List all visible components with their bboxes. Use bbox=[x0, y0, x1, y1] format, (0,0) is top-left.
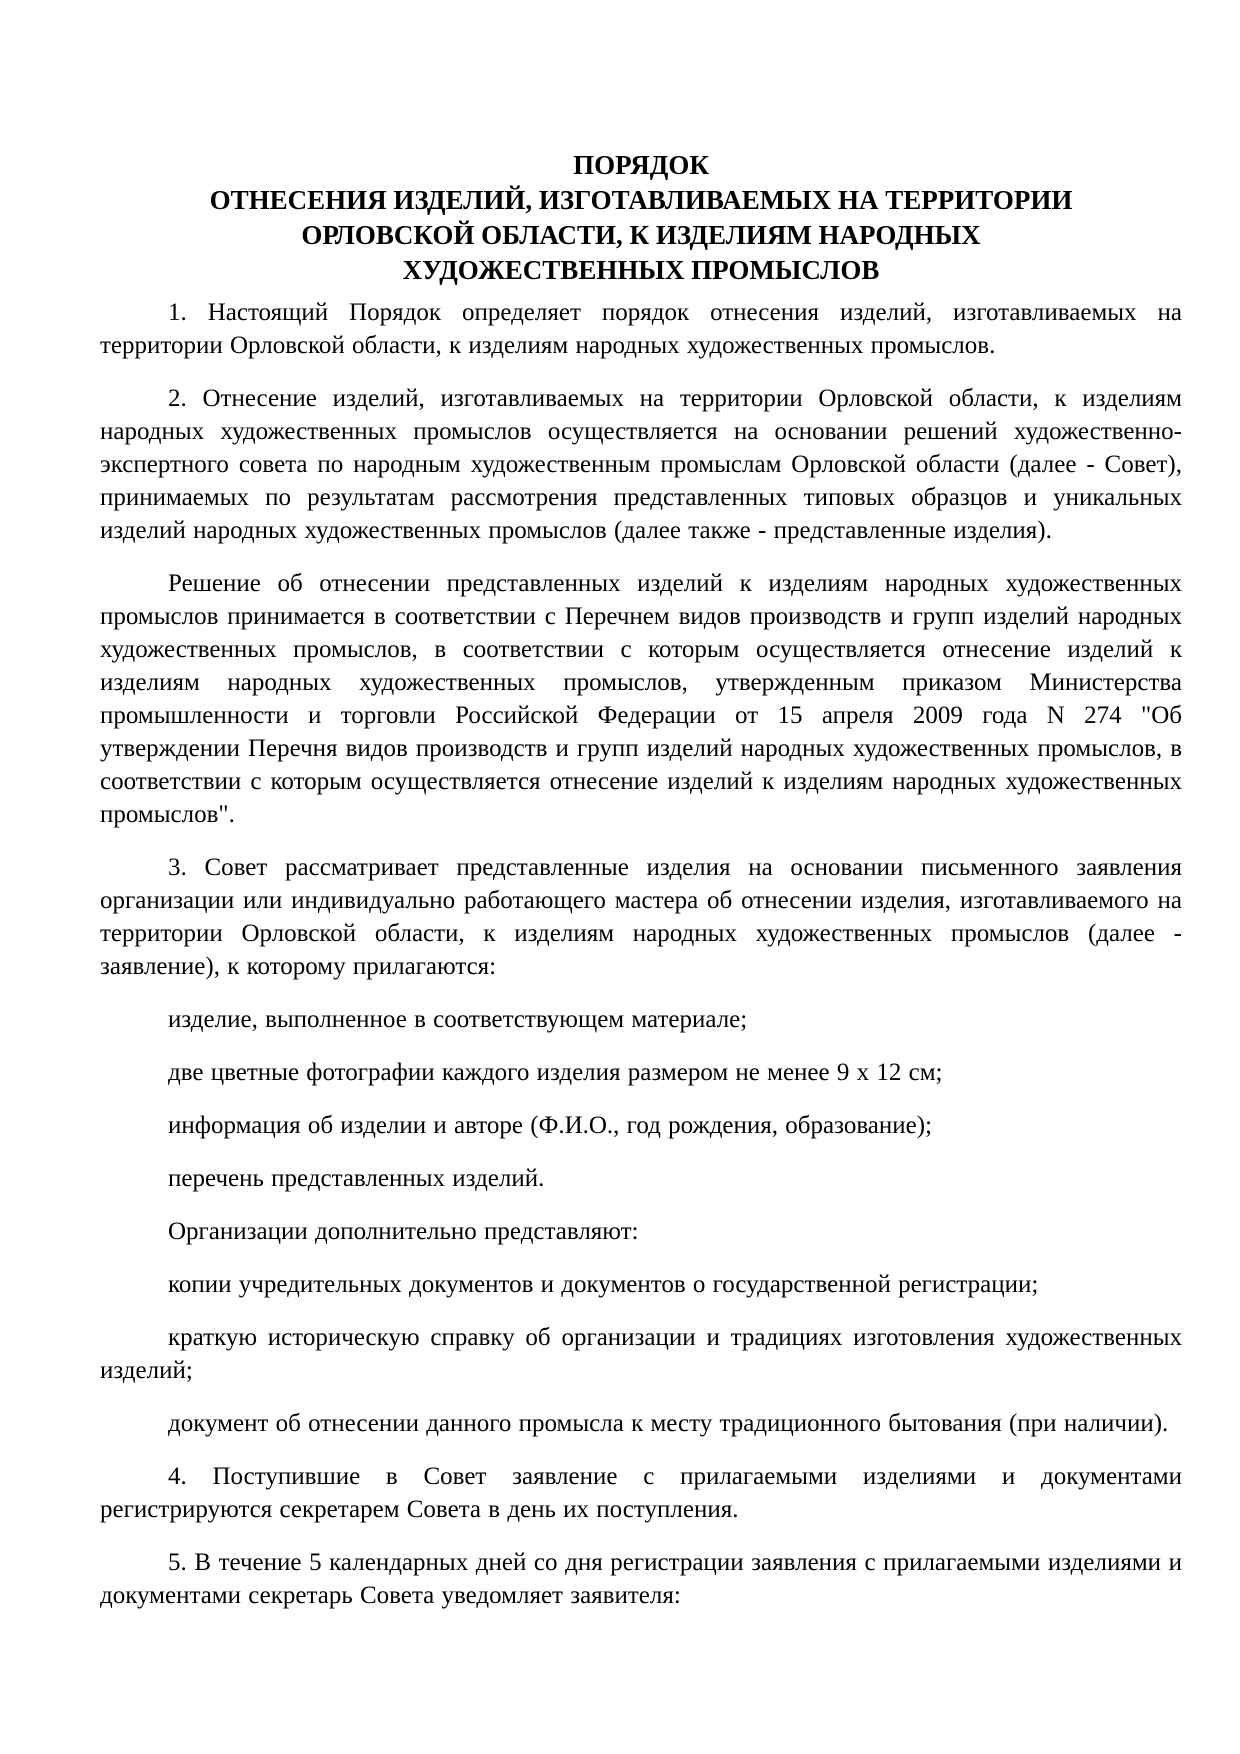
paragraph-3: 3. Совет рассматривает представленные изделия на основании письменного заявления организации или индивидуально работающего мастера об отнесении изделия, изготавливаемого на территории Орловской области, к изделиям народных художественных промыслов (далее - заявление), к которому прилагаются: bbox=[100, 854, 1182, 980]
list-item-product: изделие, выполненное в соответствующем материале; bbox=[168, 1006, 748, 1033]
paragraph-1: 1. Настоящий Порядок определяет порядок отнесения изделий, изготавливаемых на территории Орловской области, к изделиям народных художественных промыслов. bbox=[100, 299, 1182, 359]
list-item-document: документ об отнесении данного промысла к месту традиционного бытования (при наличии). bbox=[168, 1410, 1169, 1437]
list-item-copies: копии учредительных документов и документов о государственной регистрации; bbox=[168, 1271, 1039, 1298]
paragraph-2: 2. Отнесение изделий, изготавливаемых на территории Орловской области, к изделиям народных художественных промыслов осуществляется на основании решений художественно-экспертного совета по народным художественным промыслам Орловской области (далее - Совет), принимаемых по результатам рассмотрения представленных типовых образцов и уникальных изделий народных художественных промыслов (далее также - представленные изделия). bbox=[100, 385, 1182, 544]
paragraph-5: 5. В течение 5 календарных дней со дня регистрации заявления с прилагаемыми изделиями и документами секретарь Совета уведомляет заявителя: bbox=[100, 1549, 1182, 1609]
title-line: ХУДОЖЕСТВЕННЫХ ПРОМЫСЛОВ bbox=[402, 255, 880, 285]
list-item-list: перечень представленных изделий. bbox=[168, 1165, 545, 1192]
title-line: ПОРЯДОК bbox=[573, 150, 709, 180]
list-item-photos: две цветные фотографии каждого изделия размером не менее 9 х 12 см; bbox=[168, 1059, 943, 1086]
document-title bbox=[100, 148, 1182, 288]
paragraph-orgs-intro: Организации дополнительно представляют: bbox=[168, 1218, 639, 1245]
paragraph-4: 4. Поступившие в Совет заявление с прилагаемыми изделиями и документами регистрируются секретарем Совета в день их поступления. bbox=[100, 1463, 1182, 1523]
list-item-info: информация об изделии и авторе (Ф.И.О., год рождения, образование); bbox=[168, 1112, 933, 1139]
paragraph-decision: Решение об отнесении представленных изделий к изделиям народных художественных промыслов принимается в соответствии с Перечнем видов производств и групп изделий народных художественных промыслов, в соответствии с которым осуществляется отнесение изделий к изделиям народных художественных промыслов, утвержденным приказом Министерства промышленности и торговли Российской Федерации от 15 апреля 2009 года N 274 "Об утверждении Перечня видов производств и групп изделий народных художественных промыслов, в соответствии с которым осуществляется отнесение изделий к изделиям народных художественных промыслов". bbox=[100, 570, 1182, 828]
list-item-history: краткую историческую справку об организации и традициях изготовления художественных изделий; bbox=[100, 1324, 1182, 1384]
title-line: ОРЛОВСКОЙ ОБЛАСТИ, К ИЗДЕЛИЯМ НАРОДНЫХ bbox=[301, 220, 981, 250]
title-line: ОТНЕСЕНИЯ ИЗДЕЛИЙ, ИЗГОТАВЛИВАЕМЫХ НА ТЕРРИТОРИИ bbox=[209, 185, 1073, 215]
